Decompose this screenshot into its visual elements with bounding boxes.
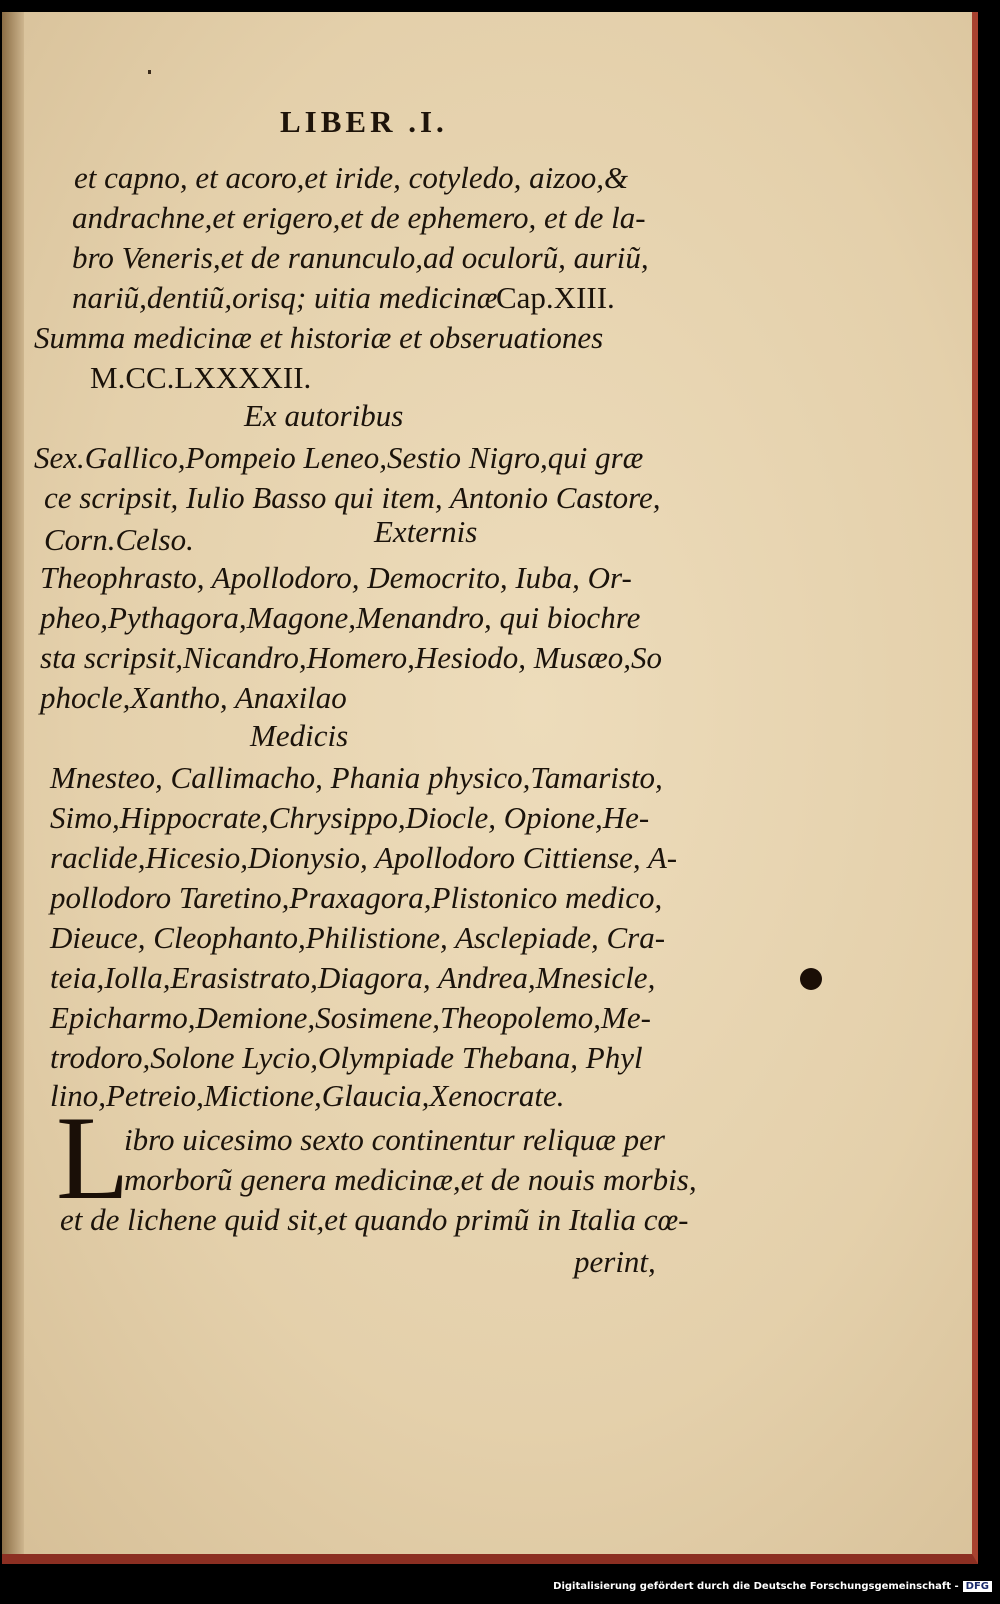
dfg-logo: DFG [963, 1581, 992, 1592]
text-line: lino,Petreio,Mictione,Glaucia,Xenocrate. [50, 1078, 565, 1113]
text-line: Epicharmo,Demione,Sosimene,Theopolemo,Me- [50, 1000, 651, 1035]
section-heading: Medicis [250, 718, 349, 753]
text-line: Corn.Celso. [44, 522, 194, 557]
text-line: pheo,Pythagora,Magone,Menandro, qui biochre [40, 600, 641, 635]
text-line: raclide,Hicesio,Dionysio, Apollodoro Cittiense, A- [50, 840, 678, 875]
text-line: et de lichene quid sit,et quando primũ in Italia cœ- [60, 1202, 689, 1237]
total-count: M.CC.LXXXXII. [90, 360, 312, 395]
chapter-number: Cap.XIII. [496, 280, 615, 315]
text-line: pollodoro Taretino,Praxagora,Plistonico medico, [50, 880, 663, 915]
text-line: teia,Iolla,Erasistrato,Diagora, Andrea,Mnesicle, [50, 960, 656, 995]
text-line: Simo,Hippocrate,Chrysippo,Diocle, Opione,He- [50, 800, 650, 835]
text-line: sta scripsit,Nicandro,Homero,Hesiodo, Musæo,So [40, 640, 663, 675]
text-line: et capno, et acoro,et iride, cotyledo, aizoo,& [74, 160, 629, 195]
catchword: perint, [574, 1244, 656, 1279]
text-line: ibro uicesimo sexto continentur reliquæ per [124, 1122, 665, 1157]
digitization-credit [553, 1581, 992, 1592]
section-heading: Ex autoribus [244, 398, 404, 433]
text-line: nariũ,dentiũ,orisq; uitia medicinæ [72, 280, 498, 315]
text-line: morborũ genera medicinæ,et de nouis morbis, [124, 1162, 697, 1197]
text-line: Dieuce, Cleophanto,Philistione, Asclepiade, Cra- [50, 920, 666, 955]
text-line: Sex.Gallico,Pompeio Leneo,Sestio Nigro,qui græ [34, 440, 644, 475]
text-line: Summa medicinæ et historiæ et obseruationes [34, 320, 604, 355]
text-line: bro Veneris,et de ranunculo,ad oculorũ, auriũ, [72, 240, 649, 275]
text-line: Theophrasto, Apollodoro, Democrito, Iuba, Or- [40, 560, 632, 595]
text-line: Mnesteo, Callimacho, Phania physico,Tamaristo, [50, 760, 663, 795]
text-line: phocle,Xantho, Anaxilao [40, 680, 347, 715]
text-line: trodoro,Solone Lycio,Olympiade Thebana, Phyl [50, 1040, 643, 1075]
credit-text: Digitalisierung gefördert durch die Deutsche Forschungsgemeinschaft - [553, 1581, 959, 1592]
text-line: andrachne,et erigero,et de ephemero, et de la- [72, 200, 646, 235]
section-heading: Externis [374, 514, 478, 549]
drop-cap: L [56, 1091, 130, 1224]
running-head: LIBER .I. [280, 104, 448, 139]
text-line: ce scripsit, Iulio Basso qui item, Antonio Castore, [44, 480, 661, 515]
